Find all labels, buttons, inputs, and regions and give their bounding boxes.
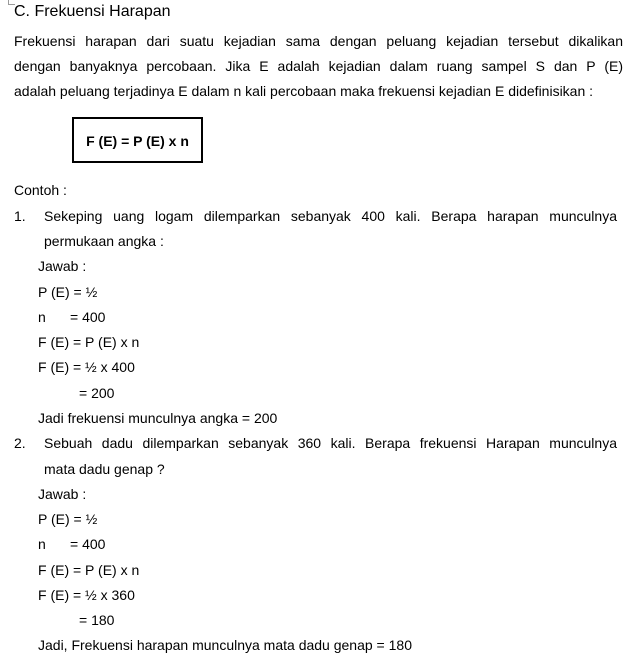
example-2-step-1: P (E) = ½ [38, 511, 98, 527]
section-heading: C. Frekuensi Harapan [14, 3, 171, 20]
example-1-step-2-var: n [38, 309, 46, 325]
example-1-step-3: F (E) = P (E) x n [38, 334, 140, 350]
example-1-step-5: = 200 [79, 385, 115, 401]
example-2-step-4: F (E) = ½ x 360 [38, 587, 135, 603]
example-1-number: 1. [14, 208, 26, 224]
example-2-number: 2. [14, 435, 26, 451]
example-2-jawab: Jawab : [38, 486, 87, 502]
intro-line-1: Frekuensi harapan dari suatu kejadian sama dengan peluang kejadian tersebut dikalikan [14, 33, 623, 49]
example-1-jawab: Jawab : [38, 258, 87, 274]
contoh-label: Contoh : [14, 182, 67, 198]
example-2-step-5: = 180 [79, 612, 115, 628]
example-1-step-1: P (E) = ½ [38, 284, 98, 300]
formula-text: F (E) = P (E) x n [86, 133, 189, 149]
example-2-question-line-2: mata dadu genap ? [44, 461, 165, 477]
example-1-question-line-2: permukaan angka : [44, 233, 164, 249]
example-1-step-2-val: = 400 [70, 309, 106, 325]
example-1-question-line-1: Sekeping uang logam dilemparkan sebanyak 400 kali. Berapa harapan munculnya [44, 208, 617, 224]
example-2-step-2-val: = 400 [70, 536, 106, 552]
example-2-step-2-var: n [38, 536, 46, 552]
example-2-question-line-1: Sebuah dadu dilemparkan sebanyak 360 kali. Berapa frekuensi Harapan munculnya [44, 435, 617, 451]
example-2-conclusion: Jadi, Frekuensi harapan munculnya mata dadu genap = 180 [38, 637, 412, 653]
example-2-step-3: F (E) = P (E) x n [38, 562, 140, 578]
example-1-step-4: F (E) = ½ x 400 [38, 359, 135, 375]
formula-box [72, 117, 203, 163]
intro-line-2: dengan banyaknya percobaan. Jika E adalah kejadian dalam ruang sampel S dan P (E) [14, 58, 623, 74]
example-1-conclusion: Jadi frekuensi munculnya angka = 200 [38, 410, 278, 426]
intro-line-3: adalah peluang terjadinya E dalam n kali percobaan maka frekuensi kejadian E didefinisikan : [14, 83, 594, 99]
